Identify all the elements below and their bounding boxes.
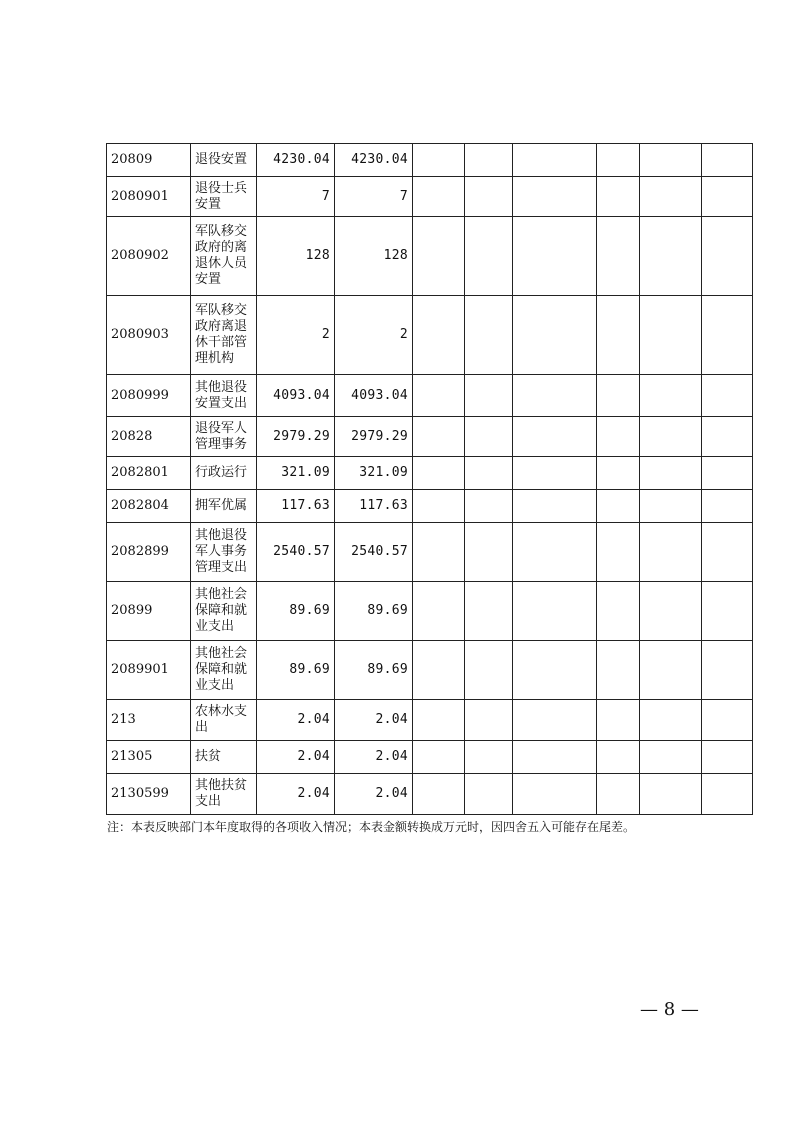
subject-name: 退役军人管理事务 — [191, 417, 257, 457]
fiscal-amount: 321.09 — [335, 457, 413, 490]
empty-cell — [640, 490, 702, 523]
total-amount: 4230.04 — [257, 144, 335, 177]
subject-code: 20828 — [107, 417, 191, 457]
subject-code: 20809 — [107, 144, 191, 177]
empty-cell — [597, 582, 640, 641]
empty-cell — [465, 144, 513, 177]
empty-cell — [640, 741, 702, 774]
total-amount: 117.63 — [257, 490, 335, 523]
empty-cell — [640, 217, 702, 296]
empty-cell — [597, 490, 640, 523]
empty-cell — [413, 741, 465, 774]
empty-cell — [465, 523, 513, 582]
empty-cell — [513, 177, 597, 217]
table-row — [107, 641, 753, 700]
empty-cell — [597, 774, 640, 815]
empty-cell — [702, 177, 753, 217]
empty-cell — [513, 375, 597, 417]
empty-cell — [702, 490, 753, 523]
total-amount: 2.04 — [257, 741, 335, 774]
empty-cell — [597, 375, 640, 417]
table-row — [107, 582, 753, 641]
empty-cell — [702, 296, 753, 375]
empty-cell — [702, 741, 753, 774]
empty-cell — [702, 774, 753, 815]
empty-cell — [640, 375, 702, 417]
empty-cell — [513, 490, 597, 523]
empty-cell — [640, 582, 702, 641]
empty-cell — [597, 144, 640, 177]
table-row — [107, 523, 753, 582]
subject-code: 2082801 — [107, 457, 191, 490]
subject-name: 行政运行 — [191, 457, 257, 490]
subject-name: 退役安置 — [191, 144, 257, 177]
subject-name: 扶贫 — [191, 741, 257, 774]
subject-code: 2080999 — [107, 375, 191, 417]
empty-cell — [413, 296, 465, 375]
table-row — [107, 700, 753, 741]
empty-cell — [465, 296, 513, 375]
empty-cell — [597, 296, 640, 375]
subject-code: 2082804 — [107, 490, 191, 523]
subject-code: 20899 — [107, 582, 191, 641]
empty-cell — [702, 417, 753, 457]
empty-cell — [513, 417, 597, 457]
subject-name: 拥军优属 — [191, 490, 257, 523]
table-row — [107, 457, 753, 490]
table-row — [107, 490, 753, 523]
empty-cell — [513, 641, 597, 700]
fiscal-amount: 117.63 — [335, 490, 413, 523]
total-amount: 89.69 — [257, 641, 335, 700]
empty-cell — [513, 582, 597, 641]
empty-cell — [513, 144, 597, 177]
fiscal-amount: 2540.57 — [335, 523, 413, 582]
empty-cell — [465, 741, 513, 774]
empty-cell — [413, 177, 465, 217]
subject-name: 其他扶贫支出 — [191, 774, 257, 815]
empty-cell — [640, 417, 702, 457]
empty-cell — [413, 375, 465, 417]
total-amount: 2979.29 — [257, 417, 335, 457]
empty-cell — [465, 641, 513, 700]
empty-cell — [413, 523, 465, 582]
table-row — [107, 144, 753, 177]
empty-cell — [465, 700, 513, 741]
subject-code: 2089901 — [107, 641, 191, 700]
subject-code: 213 — [107, 700, 191, 741]
empty-cell — [465, 582, 513, 641]
empty-cell — [513, 296, 597, 375]
total-amount: 321.09 — [257, 457, 335, 490]
empty-cell — [413, 700, 465, 741]
empty-cell — [513, 523, 597, 582]
empty-cell — [597, 523, 640, 582]
table-body — [107, 144, 753, 815]
empty-cell — [597, 217, 640, 296]
empty-cell — [513, 457, 597, 490]
empty-cell — [702, 523, 753, 582]
page-number: — 8 — — [640, 999, 699, 1020]
empty-cell — [702, 457, 753, 490]
empty-cell — [465, 774, 513, 815]
fiscal-amount: 2 — [335, 296, 413, 375]
fiscal-amount: 2979.29 — [335, 417, 413, 457]
empty-cell — [702, 641, 753, 700]
empty-cell — [465, 457, 513, 490]
subject-name: 其他退役军人事务管理支出 — [191, 523, 257, 582]
table-row — [107, 741, 753, 774]
table-footnote: 注：本表反映部门本年度取得的各项收入情况；本表金额转换成万元时，因四舍五入可能存在尾差。 — [107, 820, 636, 834]
empty-cell — [413, 457, 465, 490]
fiscal-amount: 89.69 — [335, 582, 413, 641]
subject-name: 军队移交政府的离退休人员安置 — [191, 217, 257, 296]
empty-cell — [702, 700, 753, 741]
empty-cell — [597, 417, 640, 457]
subject-code: 2082899 — [107, 523, 191, 582]
empty-cell — [597, 177, 640, 217]
fiscal-amount: 2.04 — [335, 741, 413, 774]
empty-cell — [465, 417, 513, 457]
empty-cell — [465, 490, 513, 523]
total-amount: 89.69 — [257, 582, 335, 641]
empty-cell — [465, 177, 513, 217]
empty-cell — [513, 774, 597, 815]
empty-cell — [597, 700, 640, 741]
subject-name: 军队移交政府离退休干部管理机构 — [191, 296, 257, 375]
fiscal-amount: 2.04 — [335, 774, 413, 815]
fiscal-amount: 7 — [335, 177, 413, 217]
subject-name: 农林水支出 — [191, 700, 257, 741]
empty-cell — [702, 375, 753, 417]
fiscal-amount: 89.69 — [335, 641, 413, 700]
empty-cell — [597, 457, 640, 490]
empty-cell — [640, 774, 702, 815]
empty-cell — [413, 641, 465, 700]
table-row — [107, 217, 753, 296]
empty-cell — [702, 582, 753, 641]
total-amount: 128 — [257, 217, 335, 296]
empty-cell — [597, 641, 640, 700]
fiscal-amount: 128 — [335, 217, 413, 296]
empty-cell — [413, 582, 465, 641]
table-row — [107, 177, 753, 217]
table-row — [107, 296, 753, 375]
total-amount: 2 — [257, 296, 335, 375]
subject-code: 21305 — [107, 741, 191, 774]
empty-cell — [640, 177, 702, 217]
subject-name: 其他社会保障和就业支出 — [191, 582, 257, 641]
empty-cell — [640, 144, 702, 177]
subject-name: 退役士兵安置 — [191, 177, 257, 217]
empty-cell — [702, 144, 753, 177]
income-table — [106, 143, 753, 815]
fiscal-amount: 4093.04 — [335, 375, 413, 417]
empty-cell — [597, 741, 640, 774]
empty-cell — [413, 490, 465, 523]
subject-code: 2130599 — [107, 774, 191, 815]
empty-cell — [640, 641, 702, 700]
empty-cell — [640, 523, 702, 582]
empty-cell — [465, 375, 513, 417]
empty-cell — [465, 217, 513, 296]
subject-name: 其他社会保障和就业支出 — [191, 641, 257, 700]
subject-code: 2080902 — [107, 217, 191, 296]
empty-cell — [513, 700, 597, 741]
empty-cell — [640, 296, 702, 375]
empty-cell — [413, 217, 465, 296]
table-row — [107, 417, 753, 457]
total-amount: 7 — [257, 177, 335, 217]
empty-cell — [513, 741, 597, 774]
total-amount: 2.04 — [257, 774, 335, 815]
empty-cell — [413, 774, 465, 815]
empty-cell — [702, 217, 753, 296]
empty-cell — [513, 217, 597, 296]
total-amount: 2540.57 — [257, 523, 335, 582]
fiscal-amount: 4230.04 — [335, 144, 413, 177]
table-row — [107, 774, 753, 815]
subject-name: 其他退役安置支出 — [191, 375, 257, 417]
table-row — [107, 375, 753, 417]
subject-code: 2080903 — [107, 296, 191, 375]
total-amount: 2.04 — [257, 700, 335, 741]
empty-cell — [413, 417, 465, 457]
total-amount: 4093.04 — [257, 375, 335, 417]
subject-code: 2080901 — [107, 177, 191, 217]
empty-cell — [640, 700, 702, 741]
empty-cell — [640, 457, 702, 490]
empty-cell — [413, 144, 465, 177]
fiscal-amount: 2.04 — [335, 700, 413, 741]
